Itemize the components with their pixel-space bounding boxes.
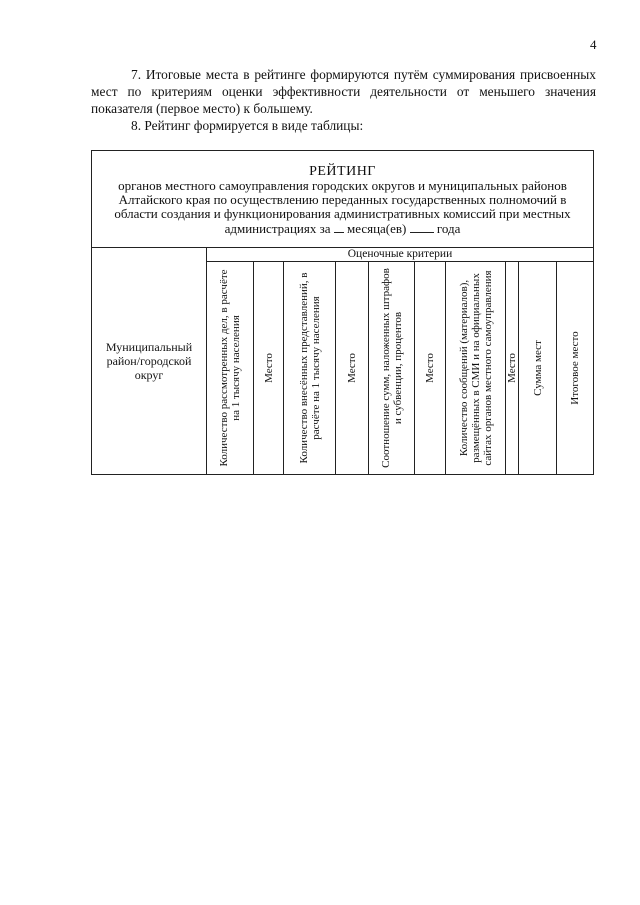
column-header: Количество внесённых представлений, в расчёте на 1 тысячу населения: [297, 272, 322, 464]
column-final-place: [557, 262, 593, 474]
column-header: Количество рассмотренных дел, в расчёте на 1 тысячу населения: [218, 269, 242, 467]
column-header: Сумма мест: [531, 340, 544, 396]
year-blank: [410, 221, 434, 233]
page-number: 4: [590, 37, 597, 52]
municipality-header: Муниципальный район/городской округ: [105, 339, 193, 382]
column-header: Количество сообщений (материалов), размещённых в СМИ и на официальных сайтах органов местного самоуправления: [457, 270, 494, 466]
table-title: РЕЙТИНГ: [309, 164, 376, 179]
paragraph-8: 8. Рейтинг формируется в виде таблицы:: [131, 118, 364, 133]
table-title-block: [92, 151, 593, 248]
month-blank: [334, 221, 344, 233]
column-header: Соотношение сумм, наложенных штрафов и субвенции, процентов: [379, 268, 404, 468]
column-media-messages: [446, 262, 506, 474]
table-subtitle-part2: месяца(ев): [347, 221, 407, 236]
column-place-2: [336, 262, 369, 474]
paragraph-7: 7. Итоговые места в рейтинге формируются путём суммирования присвоенных мест по критериям оценки эффективности деятельности от меньшего значения показателя (первое место) к большему.: [91, 67, 596, 116]
column-cases-per-1000: [207, 262, 254, 474]
table-subtitle: [92, 179, 593, 236]
column-place-4: [506, 262, 519, 474]
column-header: Итоговое место: [569, 331, 581, 405]
rating-table: [91, 150, 594, 475]
table-subtitle-part1: органов местного самоуправления городских округов и муниципальных районов Алтайского края по осуществлению переданных государственных полномочий в области создания и функционирования административных комиссий при местных администрациях за: [114, 178, 571, 236]
column-representations-per-1000: [284, 262, 336, 474]
column-header: Место: [346, 353, 358, 383]
column-place-1: [254, 262, 284, 474]
column-header: Место: [506, 353, 518, 383]
column-fines-ratio: [369, 262, 415, 474]
column-header: Место: [424, 353, 436, 383]
table-subtitle-part3: года: [436, 221, 461, 236]
column-sum-of-places: [519, 262, 557, 474]
criteria-header: Оценочные критерии: [207, 247, 593, 262]
municipality-header-cell: [92, 247, 207, 474]
column-place-3: [415, 262, 446, 474]
column-header: Место: [262, 353, 275, 383]
